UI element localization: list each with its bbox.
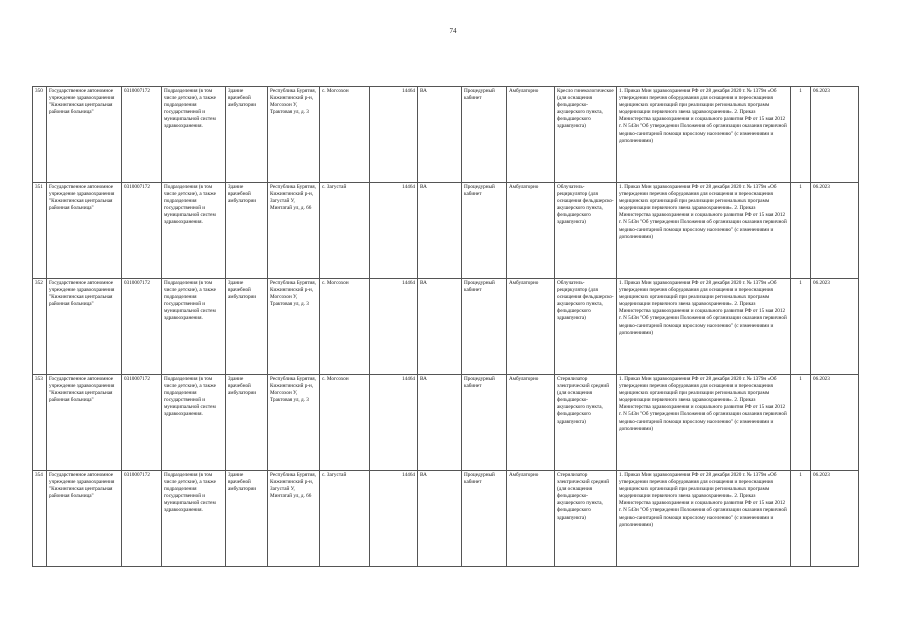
delivery-date: 06.2023 [811,87,859,183]
organization-code: 0310007172 [122,375,162,471]
room-type: Процедурный кабинет [462,279,507,375]
page-number: 74 [449,27,457,35]
delivery-date: 06.2023 [811,375,859,471]
row-number: 352 [33,279,47,375]
delivery-date: 06.2023 [811,471,859,567]
okato-code: 14464 [370,183,418,279]
organization-code: 0310007172 [122,471,162,567]
okato-code: 14464 [370,471,418,567]
okato-code: 14464 [370,87,418,183]
address: Республика Бурятия, Кижингинский р-н, Могсохон У, Трактовая ул, д. 3 [268,375,320,471]
facility-code: ВА [418,183,462,279]
facility-code: ВА [418,471,462,567]
building-type: Здание врачебной амбулатории [226,279,268,375]
quantity: 1 [791,183,811,279]
organization-code: 0310007172 [122,279,162,375]
settlement: с. Могсохон [320,375,370,471]
service-type: Подразделения (в том числе детские), а также подразделения государственной и муниципальной систем здравоохранения. [162,471,226,567]
settlement: с. Могсохон [320,279,370,375]
building-type: Здание врачебной амбулатории [226,375,268,471]
table-row [33,375,859,471]
quantity: 1 [791,375,811,471]
okato-code: 14464 [370,375,418,471]
care-unit: Амбулаторно [507,471,555,567]
organization-name: Государственное автономное учреждение здравоохранения "Кижингинская центральная районная больница" [47,183,122,279]
quantity: 1 [791,279,811,375]
organization-name: Государственное автономное учреждение здравоохранения "Кижингинская центральная районная больница" [47,471,122,567]
table-row [33,183,859,279]
service-type: Подразделения (в том числе детские), а также подразделения государственной и муниципальной систем здравоохранения. [162,375,226,471]
legal-basis: 1. Приказ Мин здравоохранения РФ от 28 декабря 2020 г. № 1379н «Об утверждении перечня оборудования для оснащения и переоснащения медицинских организаций при реализации региональных программ модернизации первичного звена здравоохранения». 2. Приказ Министерства здравоохранения и социального развития РФ от 15 мая 2012 г. N 543н "Об утверждении Положения об организации оказания первичной медико-санитарной помощи взрослому населению" (с изменениями и дополнениями) [617,87,791,183]
settlement: с. Могсохон [320,87,370,183]
table-row [33,87,859,183]
facility-code: ВА [418,279,462,375]
address: Республика Бурятия, Кижингинский р-н, Могсохон У, Трактовая ул, д. 3 [268,87,320,183]
organization-code: 0310007172 [122,87,162,183]
equipment-registry-table [32,86,859,567]
row-number: 351 [33,183,47,279]
delivery-date: 06.2023 [811,183,859,279]
row-number: 354 [33,471,47,567]
service-type: Подразделения (в том числе детские), а также подразделения государственной и муниципальной систем здравоохранения. [162,183,226,279]
settlement: с. Загустай [320,183,370,279]
service-type: Подразделения (в том числе детские), а также подразделения государственной и муниципальной систем здравоохранения. [162,279,226,375]
okato-code: 14464 [370,279,418,375]
legal-basis: 1. Приказ Мин здравоохранения РФ от 28 декабря 2020 г. № 1379н «Об утверждении перечня оборудования для оснащения и переоснащения медицинских организаций при реализации региональных программ модернизации первичного звена здравоохранения». 2. Приказ Министерства здравоохранения и социального развития РФ от 15 мая 2012 г. N 543н "Об утверждении Положения об организации оказания первичной медико-санитарной помощи взрослому населению" (с изменениями и дополнениями) [617,183,791,279]
building-type: Здание врачебной амбулатории [226,183,268,279]
address: Республика Бурятия, Кижингинский р-н, Могсохон У, Трактовая ул, д. 3 [268,279,320,375]
equipment-name: Стерилизатор электрический средний (для оснащения фельдшерско-акушерского пункта, фельдшерского здравпункта) [555,471,617,567]
legal-basis: 1. Приказ Мин здравоохранения РФ от 28 декабря 2020 г. № 1379н «Об утверждении перечня оборудования для оснащения и переоснащения медицинских организаций при реализации региональных программ модернизации первичного звена здравоохранения». 2. Приказ Министерства здравоохранения и социального развития РФ от 15 мая 2012 г. N 543н "Об утверждении Положения об организации оказания первичной медико-санитарной помощи взрослому населению" (с изменениями и дополнениями) [617,471,791,567]
care-unit: Амбулаторно [507,183,555,279]
table-row [33,279,859,375]
care-unit: Амбулаторно [507,279,555,375]
room-type: Процедурный кабинет [462,183,507,279]
row-number: 350 [33,87,47,183]
facility-code: ВА [418,375,462,471]
address: Республика Бурятия, Кижингинский р-н, Загустай У, Минтатай ул, д. 66 [268,183,320,279]
care-unit: Амбулаторно [507,87,555,183]
equipment-name: Стерилизатор электрический средний (для оснащения фельдшерско-акушерского пункта, фельдшерского здравпункта) [555,375,617,471]
organization-code: 0310007172 [122,183,162,279]
row-number: 353 [33,375,47,471]
equipment-name: Кресло гинекологическое (для оснащения фельдшерско-акушерского пункта, фельдшерского здравпункта) [555,87,617,183]
table-row [33,471,859,567]
settlement: с. Загустай [320,471,370,567]
service-type: Подразделения (в том числе детские), а также подразделения государственной и муниципальной систем здравоохранения. [162,87,226,183]
building-type: Здание врачебной амбулатории [226,87,268,183]
legal-basis: 1. Приказ Мин здравоохранения РФ от 28 декабря 2020 г. № 1379н «Об утверждении перечня оборудования для оснащения и переоснащения медицинских организаций при реализации региональных программ модернизации первичного звена здравоохранения». 2. Приказ Министерства здравоохранения и социального развития РФ от 15 мая 2012 г. N 543н "Об утверждении Положения об организации оказания первичной медико-санитарной помощи взрослому населению" (с изменениями и дополнениями) [617,375,791,471]
organization-name: Государственное автономное учреждение здравоохранения "Кижингинская центральная районная больница" [47,87,122,183]
delivery-date: 06.2023 [811,279,859,375]
quantity: 1 [791,87,811,183]
facility-code: ВА [418,87,462,183]
legal-basis: 1. Приказ Мин здравоохранения РФ от 28 декабря 2020 г. № 1379н «Об утверждении перечня оборудования для оснащения и переоснащения медицинских организаций при реализации региональных программ модернизации первичного звена здравоохранения». 2. Приказ Министерства здравоохранения и социального развития РФ от 15 мая 2012 г. N 543н "Об утверждении Положения об организации оказания первичной медико-санитарной помощи взрослому населению" (с изменениями и дополнениями) [617,279,791,375]
room-type: Процедурный кабинет [462,375,507,471]
room-type: Процедурный кабинет [462,87,507,183]
room-type: Процедурный кабинет [462,471,507,567]
organization-name: Государственное автономное учреждение здравоохранения "Кижингинская центральная районная больница" [47,375,122,471]
equipment-name: Облучатель-рециркулятор (для оснащения фельдшерско-акушерского пункта, фельдшерского здравпункта) [555,183,617,279]
care-unit: Амбулаторно [507,375,555,471]
equipment-name: Облучатель-рециркулятор (для оснащения фельдшерско-акушерского пункта, фельдшерского здравпункта) [555,279,617,375]
quantity: 1 [791,471,811,567]
address: Республика Бурятия, Кижингинский р-н, Загустай У, Минтатай ул, д. 66 [268,471,320,567]
organization-name: Государственное автономное учреждение здравоохранения "Кижингинская центральная районная больница" [47,279,122,375]
building-type: Здание врачебной амбулатории [226,471,268,567]
